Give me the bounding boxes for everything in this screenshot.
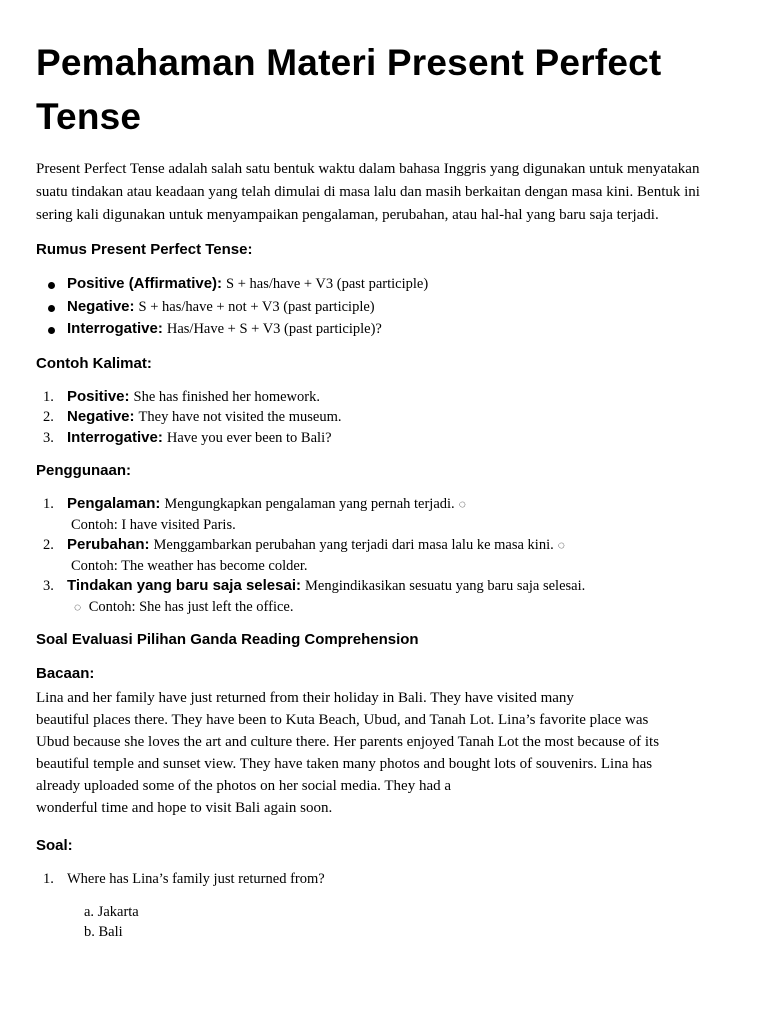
penggunaan-example-row: [67, 597, 732, 618]
penggunaan-label: Pengalaman:: [67, 495, 161, 512]
list-number: 2.: [43, 537, 54, 553]
list-number: 3.: [43, 578, 54, 594]
question-text: Where has Lina’s family just returned from?: [67, 871, 325, 887]
list-number: 2.: [43, 409, 54, 425]
rumus-heading: Rumus Present Perfect Tense:: [36, 241, 253, 258]
bacaan-line: already uploaded some of the photos on her social media. They had a: [36, 778, 452, 794]
penggunaan-item: [36, 576, 732, 617]
rumus-item-positive: [36, 273, 732, 296]
contoh-label: Negative:: [67, 408, 135, 425]
rumus-item-negative: [36, 296, 732, 319]
rumus-label: Negative:: [67, 297, 135, 315]
contoh-item: [36, 387, 732, 408]
penggunaan-text: Mengindikasikan sesuatu yang baru saja selesai.: [305, 578, 586, 594]
soal-heading: Soal:: [36, 837, 73, 854]
contoh-text: Have you ever been to Bali?: [166, 429, 332, 446]
rumus-text: S + has/have + not + V3 (past participle): [138, 298, 375, 315]
contoh-item: [36, 407, 732, 428]
penggunaan-item: [36, 535, 732, 576]
penggunaan-text: Menggambarkan perubahan yang terjadi dari masa lalu ke masa kini.: [153, 537, 554, 553]
penggunaan-example: Contoh: She has just left the office.: [88, 598, 294, 615]
penggunaan-label: Tindakan yang baru saja selesai:: [67, 577, 301, 594]
contoh-list: [36, 387, 732, 449]
soal-evaluasi-heading: Soal Evaluasi Pilihan Ganda Reading Comprehension: [36, 631, 419, 648]
rumus-item-interrogative: [36, 318, 732, 341]
penggunaan-item: [36, 494, 732, 535]
bullet-marker-icon: ◌: [74, 599, 82, 614]
list-number: 1.: [43, 871, 54, 887]
page-title: Pemahaman Materi Present Perfect Tense: [36, 42, 662, 137]
bacaan-line: beautiful places there. They have been to Kuta Beach, Ubud, and Tanah Lot. Lina’s favorite place was: [36, 712, 649, 728]
contoh-text: She has finished her homework.: [133, 388, 320, 405]
penggunaan-heading: Penggunaan:: [36, 462, 132, 479]
bacaan-line: Lina and her family have just returned from their holiday in Bali. They have visited many: [36, 690, 574, 706]
bullet-marker-icon: ◌: [458, 497, 466, 511]
bacaan-line: Ubud because she loves the art and culture there. Her parents enjoyed Tanah Lot the most because of its: [36, 734, 660, 750]
question-item: [36, 869, 732, 890]
answer-option: a. Jakarta: [84, 903, 139, 920]
contoh-label: Positive:: [67, 387, 130, 405]
penggunaan-text: Mengungkapkan pengalaman yang pernah terjadi.: [164, 496, 455, 512]
contoh-heading: Contoh Kalimat:: [36, 354, 152, 372]
list-number: 3.: [43, 429, 54, 446]
bacaan-line: wonderful time and hope to visit Bali again soon.: [36, 800, 333, 816]
rumus-text: S + has/have + V3 (past participle): [226, 276, 429, 292]
intro-paragraph: Present Perfect Tense adalah salah satu bentuk waktu dalam bahasa Inggris yang digunakan untuk menyatakan suatu tindakan atau keadaan yang telah dimulai di masa lalu dan masih berkaitan dengan masa kini. Bentuk ini sering kali digunakan untuk menyampaikan pengalaman, perubahan, atau hal-hal yang baru saja terjadi.: [36, 161, 700, 223]
bacaan-line: beautiful temple and sunset view. They have taken many photos and bought lots of souvenirs. Lina has: [36, 756, 653, 772]
bacaan-passage: [36, 687, 732, 819]
list-number: 1.: [43, 496, 54, 512]
rumus-label: Positive (Affirmative):: [67, 275, 223, 292]
soal-list: [36, 869, 732, 890]
penggunaan-label: Perubahan:: [67, 536, 150, 553]
rumus-list: [36, 273, 732, 341]
bacaan-heading: Bacaan:: [36, 665, 95, 682]
answer-option: b. Bali: [84, 924, 123, 940]
bullet-marker-icon: ◌: [557, 538, 565, 552]
answer-options: [36, 902, 732, 943]
penggunaan-example: Contoh: I have visited Paris.: [71, 516, 236, 533]
penggunaan-list: [36, 494, 732, 617]
rumus-label: Interrogative:: [67, 320, 163, 337]
penggunaan-example: Contoh: The weather has become colder.: [71, 557, 308, 574]
list-number: 1.: [43, 388, 54, 405]
contoh-text: They have not visited the museum.: [138, 409, 342, 425]
contoh-item: [36, 428, 732, 449]
rumus-text: Has/Have + S + V3 (past participle)?: [166, 321, 382, 337]
contoh-label: Interrogative:: [67, 428, 163, 446]
